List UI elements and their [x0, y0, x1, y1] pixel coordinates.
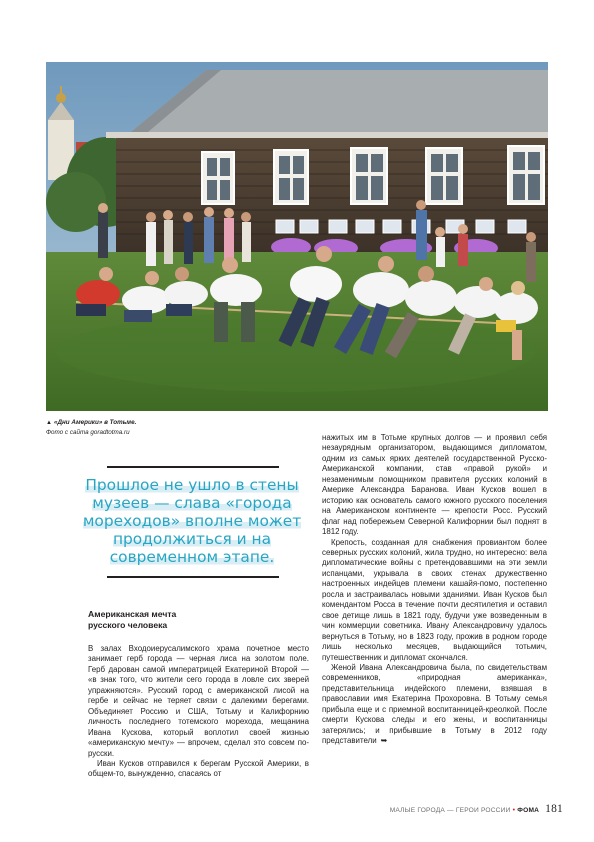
paragraph-last — [322, 663, 547, 747]
pullquote-line: Прошлое не ушло в стены — [85, 476, 299, 494]
section-subheading — [88, 609, 308, 631]
paragraph: нажитых им в Тотьме крупных долгов — и проявил себя незаурядным организатором, выдающимся дипломатом, одним из самых ярких деятелей государственной Русско-Американской компании, став «правой рукой» и незаменимым помощником правителя русских колоний в Америке Александра Баранова. Иван Кусков вошел в историю как основатель самого южного русского поселения на Американском континенте — крепости Росс. Русский флаг над побережьем Северной Калифорнии был поднят в 1812 году. — [322, 433, 547, 537]
pullquote — [71, 476, 313, 566]
subheading-line: русского человека — [88, 620, 168, 630]
body-column-left — [88, 644, 309, 780]
pullquote-bottom-rule — [107, 576, 279, 578]
article-photo — [46, 62, 548, 411]
body-column-right — [322, 433, 547, 747]
triangle-icon: ▲ — [46, 420, 52, 426]
pullquote-line: музеев — слава «города — [92, 494, 292, 512]
photo-caption — [46, 418, 286, 437]
magazine-name: ФОМА — [517, 807, 540, 814]
footer-section: МАЛЫЕ ГОРОДА — ГЕРОИ РОССИИ — [389, 807, 511, 814]
page-number: 181 — [545, 803, 563, 815]
caption-title: «Дни Америки» в Тотьме. — [53, 419, 137, 426]
paragraph-text: Женой Ивана Александровича была, по свидетельствам современников, «природная американка», представительница индейского племени, взявшая в православии имя Екатерина Прохоровна. В Тотьму семья прибыла еще и с приемной воспитанницей-креолкой. После смерти Кускова следы и его жены, и воспитанницы затерялись; и прибывшие в Тотьму в 2012 году представители — [322, 662, 547, 746]
paragraph: Иван Кусков отправился к берегам Русской Америки, в общем-то, вынужденно, спасаясь от — [88, 758, 309, 779]
photo-tug-of-war — [46, 62, 548, 411]
continue-arrow-icon: ➥ — [380, 736, 388, 746]
pullquote-line: мореходов» вполне может — [82, 512, 302, 530]
pullquote-line: современном этапе. — [109, 548, 275, 566]
pullquote-line: продолжиться и на — [112, 530, 272, 548]
paragraph: Крепость, созданная для снабжения провиантом более северных русских колоний, жила трудно, но интересно: вела дипломатические войны с претендовавшими на эти земли испанцами, укрывала в своих стенах дружественно настроенных индейцев племени кашайя-помо, постепенно росла и застраивалась новыми зданиями. Иван Кусков был комендантом Росса в течение почти десятилетия и оставил свое детище лишь в 1821 году, будучи уже возведенным в чин коммерции советника. Ивану Александровичу удалось вернуться в Тотьму, но в 1823 году, прожив в родном городе лишь несколько месяцев, выдающийся тотьмич, путешественник и дипломат скончался. — [322, 537, 547, 662]
paragraph: В залах Входоиерусалимского храма почетное место занимает герб города — черная лиса на золотом поле. Герб дарован самой императрицей Екатериной Второй — «в знак того, что жители сего города в ловле сих зверей упражняются». Русский город с американской лисой на гербе и сейчас не теряет связи с далекими берегами. Объединяет Россию и США, Тотьму и Калифорнию личность последнего тотемского морехода, мещанина Ивана Кускова, который воплотил своей жизнью «американскую мечту» — впрочем, сделал это совсем по-русски. — [88, 644, 309, 758]
caption-credit: Фото с сайта goradtotma.ru — [46, 429, 130, 436]
subheading-line: Американская мечта — [88, 609, 177, 619]
page-footer — [0, 803, 563, 815]
bullet-icon: • — [512, 807, 516, 814]
pullquote-top-rule — [107, 466, 279, 468]
